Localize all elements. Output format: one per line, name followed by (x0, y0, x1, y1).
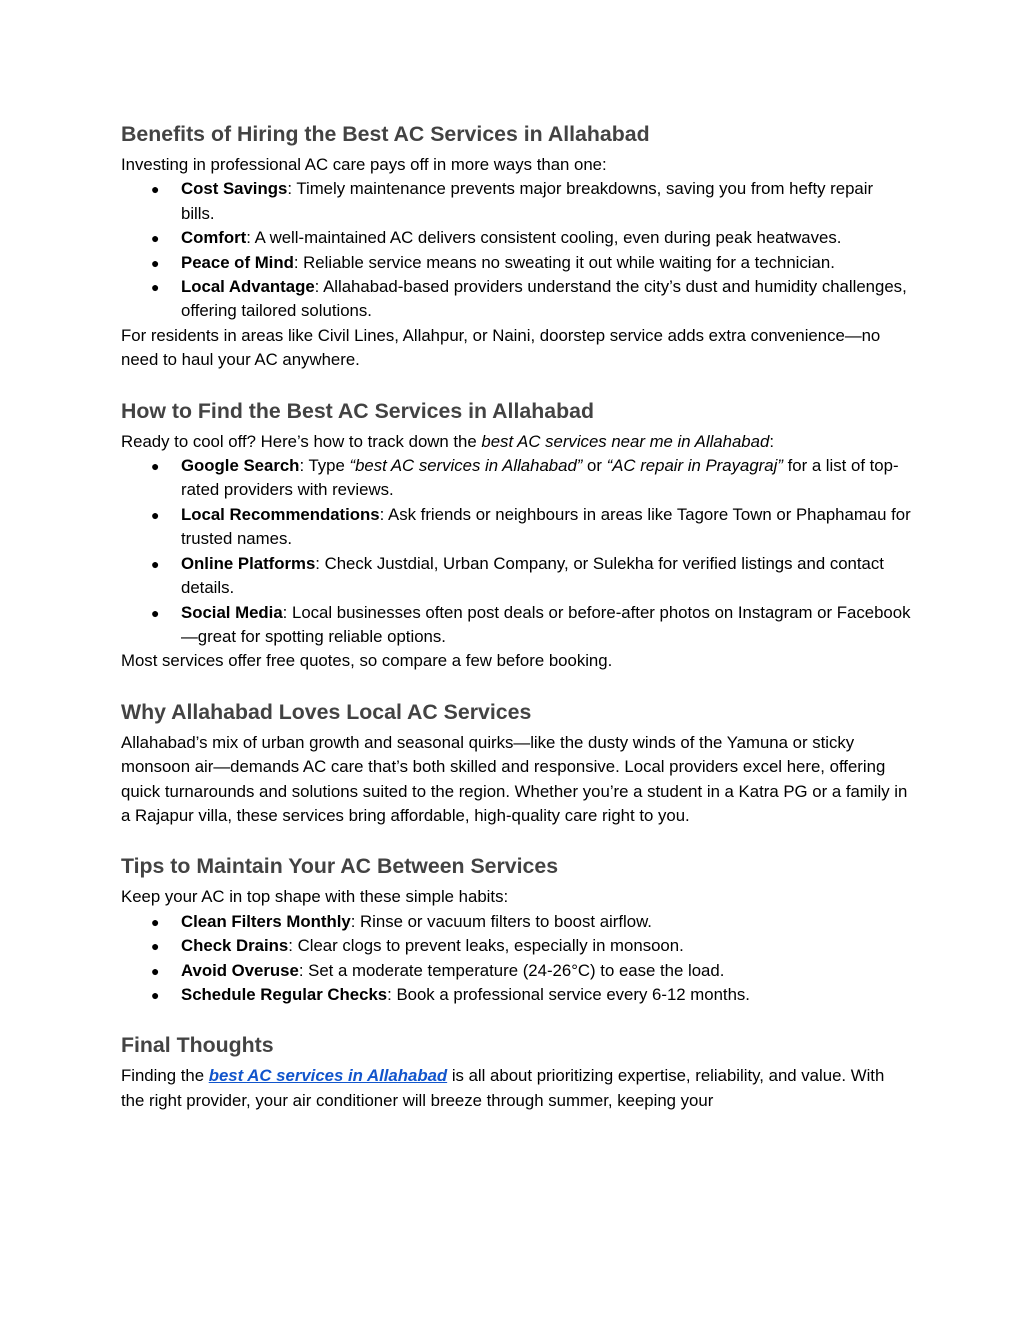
bullet-icon: ● (151, 279, 160, 296)
bullet-icon: ● (151, 181, 160, 198)
section-outro: For residents in areas like Civil Lines, Allahpur, or Naini, doorstep service adds extra convenience—no need to haul your AC anywhere. (121, 325, 881, 370)
section-heading: Why Allahabad Loves Local AC Services (121, 699, 532, 724)
best-ac-services-link[interactable]: best AC services in Allahabad (208, 1066, 448, 1086)
document-page (121, 118, 911, 1113)
item-text: : Book a professional service every 6-12 months. (387, 984, 750, 1004)
section-heading: How to Find the Best AC Services in Allahabad (121, 398, 594, 423)
intro-text: Ready to cool off? Here’s how to track down the (121, 431, 482, 451)
item-term: Local Advantage (181, 277, 315, 297)
item-text: : Reliable service means no sweating it out while waiting for a technician. (293, 252, 835, 272)
item-term: Check Drains (181, 936, 289, 956)
list-item (121, 275, 911, 324)
item-term: Peace of Mind (181, 252, 294, 272)
item-text: for a list of top-rated providers with reviews. (181, 456, 899, 500)
item-term: Online Platforms (181, 553, 316, 573)
body-text: is all about prioritizing expertise, reliability, and value. With the right provider, your air conditioner will breeze through summer, keeping your (121, 1066, 885, 1110)
section-body (121, 1064, 911, 1113)
section-outro: Most services offer free quotes, so compare a few before booking. (121, 651, 613, 671)
section-heading: Benefits of Hiring the Best AC Services in Allahabad (121, 122, 650, 146)
tips-list (121, 910, 911, 1008)
item-text: : Set a moderate temperature (24-26°C) to ease the load. (298, 960, 725, 980)
list-item (121, 959, 911, 983)
section-body: Allahabad’s mix of urban growth and seasonal quirks—like the dusty winds of the Yamuna or sticky monsoon air—demands AC care that’s both skilled and responsive. Local providers excel here, offering quick turnarounds and solutions suited to the region. Whether you’re a student in a Katra PG or a family in a Rajapur villa, these services bring affordable, high-quality care right to you. (121, 732, 908, 825)
item-term: Social Media (181, 602, 283, 622)
bullet-icon: ● (151, 986, 160, 1003)
item-query: “best AC services in Allahabad” (349, 456, 583, 476)
list-item (121, 503, 911, 552)
item-term: Local Recommendations (181, 504, 380, 524)
item-text: : Local businesses often post deals or before-after photos on Instagram or Facebook—great for spotting reliable options. (181, 602, 911, 646)
list-item (121, 934, 911, 958)
section-intro (121, 430, 911, 454)
item-text: : Timely maintenance prevents major breakdowns, saving you from hefty repair bills. (181, 179, 874, 223)
item-text: : Check Justdial, Urban Company, or Sulekha for verified listings and contact details. (181, 553, 884, 598)
section-heading: Tips to Maintain Your AC Between Services (121, 854, 559, 879)
bullet-icon: ● (151, 230, 160, 247)
list-item (121, 910, 911, 934)
bullet-icon: ● (151, 458, 160, 475)
item-term: Schedule Regular Checks (181, 984, 388, 1004)
section-tips (121, 850, 911, 1007)
item-text: : Clear clogs to prevent leaks, especially in monsoon. (288, 936, 684, 956)
find-list (121, 454, 911, 649)
item-query: “AC repair in Prayagraj” (606, 456, 783, 476)
item-text: : Type (299, 456, 350, 476)
list-item (121, 454, 911, 503)
bullet-icon: ● (151, 506, 160, 523)
list-item (121, 983, 911, 1007)
section-benefits (121, 118, 911, 373)
benefits-list (121, 177, 911, 323)
bullet-icon: ● (151, 604, 160, 621)
bullet-icon: ● (151, 938, 160, 955)
item-text: or (582, 456, 607, 476)
section-why-local (121, 696, 911, 829)
section-heading: Final Thoughts (121, 1033, 274, 1058)
bullet-icon: ● (151, 962, 160, 979)
item-term: Google Search (181, 456, 300, 476)
intro-italic: best AC services near me in Allahabad (481, 431, 770, 451)
section-intro: Keep your AC in top shape with these simple habits: (121, 887, 509, 907)
list-item (121, 251, 911, 275)
list-item (121, 226, 911, 250)
section-final-thoughts (121, 1029, 911, 1113)
section-intro: Investing in professional AC care pays off in more ways than one: (121, 155, 607, 174)
list-item (121, 552, 911, 601)
list-item (121, 177, 911, 226)
item-term: Avoid Overuse (181, 960, 299, 980)
section-how-to-find (121, 395, 911, 674)
item-text: : Ask friends or neighbours in areas like Tagore Town or Phaphamau for trusted names. (181, 504, 911, 549)
bullet-icon: ● (151, 913, 160, 930)
item-term: Comfort (181, 228, 247, 248)
item-term: Clean Filters Monthly (181, 911, 351, 931)
intro-text: : (769, 431, 774, 451)
item-text: : Rinse or vacuum filters to boost airflow. (350, 911, 652, 931)
bullet-icon: ● (151, 254, 160, 271)
item-text: : A well-maintained AC delivers consistent cooling, even during peak heatwaves. (246, 228, 842, 248)
body-text: Finding the (121, 1066, 209, 1086)
item-text: : Allahabad-based providers understand the city’s dust and humidity challenges, offering tailored solutions. (181, 277, 907, 321)
item-term: Cost Savings (181, 179, 288, 199)
bullet-icon: ● (151, 555, 160, 572)
list-item (121, 601, 911, 650)
